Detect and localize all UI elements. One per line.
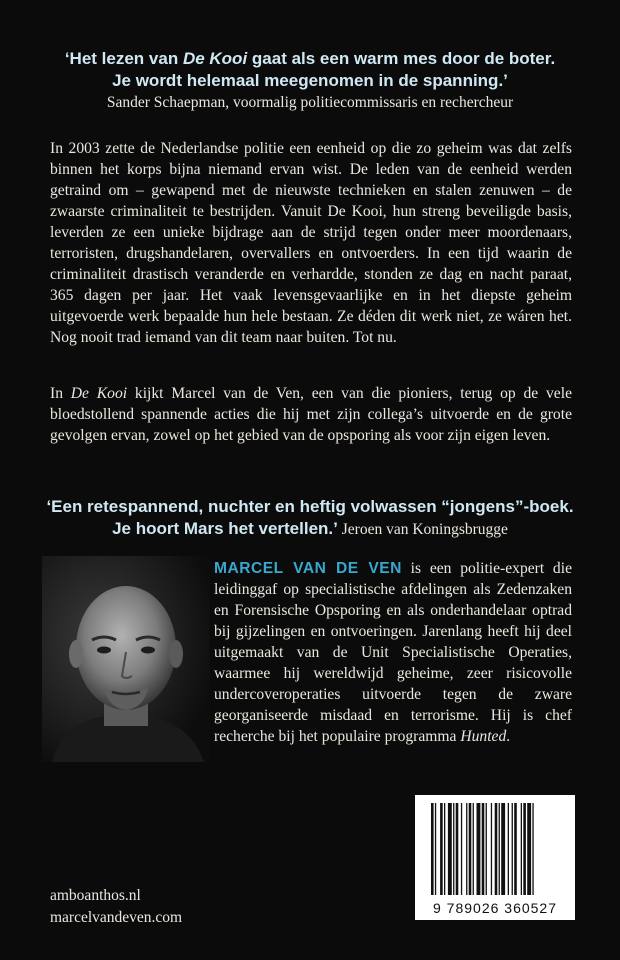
book-title: De Kooi <box>182 49 248 68</box>
barcode-bar <box>440 803 443 895</box>
website-links <box>50 885 182 929</box>
barcode-bar <box>521 803 522 895</box>
second-quote-line-2: Je hoort Mars het vertellen.’ Jeroen van Koningsbrugge <box>112 519 508 538</box>
barcode-bar <box>512 803 513 895</box>
author-website-link[interactable]: marcelvandeven.com <box>50 909 183 926</box>
author-bio: MARCEL VAN DE VEN is een politie-expert die leidinggaf op specialistische afdelingen als Zedenzaken en Forensische Opsporing en als onderhandelaar optrad bij gijzelingen en ontvoeringen. Jarenlang heeft hij deel uitgemaakt van de Unit Specialistische Operaties, waarmee hij wereldwijd geheime, zeer risicovolle undercoveroperaties uitvoerde tegen de zware georganiseerde misdaad en terrorisme. Hij is chef recherche bij het populaire programma Hunted. <box>214 560 572 745</box>
second-quote <box>0 496 620 541</box>
second-quote-line-1: ‘Een retespannend, nuchter en heftig volwassen “jongens”-boek. <box>46 497 574 516</box>
barcode-bar <box>532 803 533 895</box>
barcode-bar <box>466 803 467 895</box>
second-quote-attribution: Jeroen van Koningsbrugge <box>337 521 508 538</box>
barcode-bar <box>469 803 472 895</box>
barcode-bar <box>444 803 445 895</box>
barcode-bar <box>514 803 517 895</box>
barcode-bar <box>461 803 462 895</box>
opening-quote-attribution: Sander Schaepman, voormalig politiecommissaris en rechercheur <box>106 94 514 111</box>
barcode-bar <box>435 803 436 895</box>
opening-quote-line-2: Je wordt helemaal meegenomen in de spanning.’ <box>112 71 508 90</box>
tv-show-title: Hunted <box>460 728 507 745</box>
barcode-bar <box>491 803 492 895</box>
barcode-bar <box>473 803 474 895</box>
barcode-bar <box>486 803 487 895</box>
barcode-bar <box>523 803 526 895</box>
book-title: De Kooi <box>70 385 128 402</box>
barcode-bar <box>456 803 459 895</box>
opening-quote <box>0 48 620 114</box>
barcode-bar <box>501 803 505 895</box>
publisher-link[interactable]: amboanthos.nl <box>50 887 141 904</box>
barcode-bar <box>453 803 454 895</box>
isbn-number: 9 789026 360527 <box>433 900 557 916</box>
barcode-bar <box>477 803 481 895</box>
barcode-bar <box>527 803 531 895</box>
barcode-icon <box>415 795 575 900</box>
author-name: MARCEL VAN DE VEN <box>214 560 402 577</box>
barcode-bar <box>499 803 500 895</box>
barcode-bar <box>431 803 434 895</box>
barcode-bar <box>508 803 509 895</box>
author-photo <box>42 556 210 762</box>
author-portrait-icon <box>42 556 210 762</box>
barcode-bar <box>448 803 452 895</box>
isbn-barcode <box>415 795 575 920</box>
blurb-paragraph-1: In 2003 zette de Nederlandse politie een eenheid op die zo geheim was dat zelfs binnen het korps bijna niemand ervan wist. De leden van de eenheid werden getraind om – gewapend met de nieuwste technieken en stalen zenuwen – de zwaarste criminaliteit te bestrijden. Vanuit De Kooi, hun streng beveiligde basis, leverden ze een unieke bijdrage aan de strijd tegen onder meer moordenaars, terroristen, drugshandelaren, overvallers en ontvoerders. In een tijd waarin de criminaliteit drastisch veranderde en verhardde, stonden ze dag en nacht paraat, 365 dagen per jaar. Het vaak levensgevaarlijke en in het diepste geheim uitgevoerde werk bepaalde hun hele bestaan. Ze déden dit werk niet, ze wáren het. Nog nooit trad iemand van dit team naar buiten. Tot nu. <box>50 140 572 346</box>
barcode-bar <box>495 803 498 895</box>
barcode-bar <box>482 803 485 895</box>
opening-quote-line-1: ‘Het lezen van De Kooi gaat als een warm mes door de boter. <box>64 49 556 68</box>
blurb-paragraph-2: In De Kooi kijkt Marcel van de Ven, een van die pioniers, terug op de vele bloedstollend spannende acties die hij met zijn collega’s uitvoerde en de grote gevolgen ervan, zowel op het gebied van de opsporing als voor zijn eigen leven. <box>50 385 572 444</box>
